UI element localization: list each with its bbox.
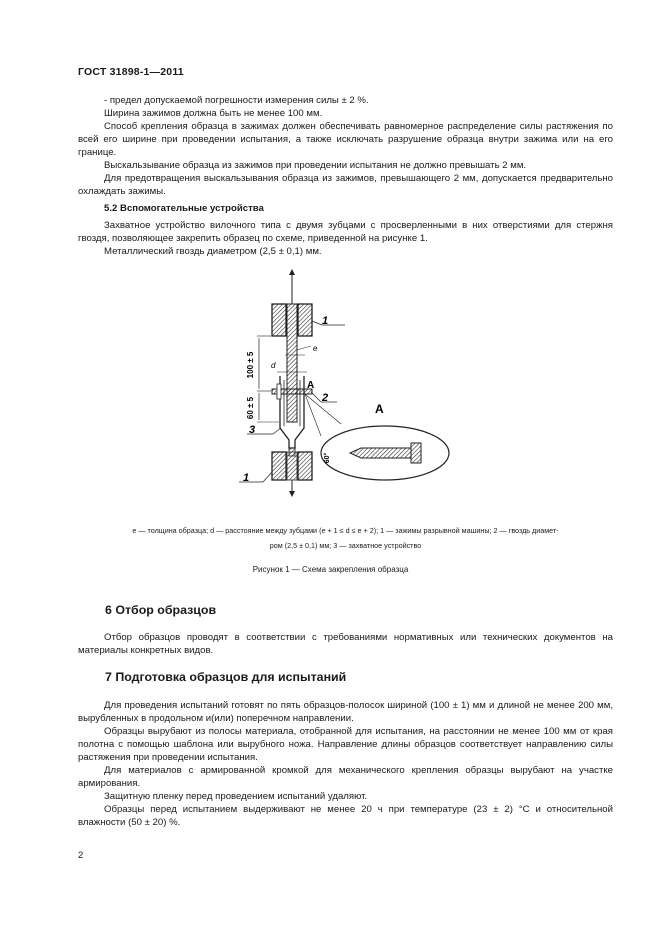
paragraph: Выскальзывание образца из зажимов при проведении испытания не должно превышать 2 мм. [104, 160, 527, 171]
subsection-number: 5.2 [104, 203, 118, 214]
section-7-heading: 7 Подготовка образцов для испытаний [105, 670, 347, 684]
paragraph: Способ крепления образца в зажимах должен обеспечивать равномерное распределение силы растяжения по всей его ширине при проведении испытания, а также исключать разрушение образца внутри зажима или на его границе. [78, 121, 613, 158]
figure-legend-line: ром (2,5 ± 0,1) мм; 3 — захватное устройство [269, 541, 422, 550]
page-number: 2 [78, 850, 84, 861]
section-5-text [78, 94, 613, 258]
paragraph: Образцы вырубают из полосы материала, отобранной для испытания, на расстоянии не менее 100 мм от края полотна с помощью шаблона или вырубного ножа. Направление длины образцов соответствует направлению силы растяжения при проведении испытания. [78, 726, 613, 763]
subsection-title: Вспомогательные устройства [120, 203, 264, 214]
paragraph: Металлический гвоздь диаметром (2,5 ± 0,1) мм. [104, 246, 322, 257]
subsection-heading [78, 202, 613, 215]
clamp-bottom-right [298, 452, 312, 480]
figure-legend [78, 523, 613, 553]
callout-1-top: 1 [322, 315, 329, 327]
clamp-top-right [298, 304, 312, 336]
figure-clamping-scheme [225, 268, 465, 498]
callout-3: 3 [249, 424, 256, 436]
paragraph: Отбор образцов проводят в соответствии с требованиями нормативных или технических документов на материалы конкретных видов. [78, 632, 613, 656]
section-7-text [78, 699, 613, 829]
dimension-label-100: 100 ± 5 [246, 351, 255, 379]
paragraph: Для проведения испытаний готовят по пять образцов-полосок шириной (100 ± 1) мм и длиной не менее 200 мм, вырубленных в продольном и(или) поперечном направлении. [78, 700, 613, 724]
paragraph: Для материалов с армированной кромкой для механического крепления образцы вырубают на участке армирования. [78, 765, 613, 789]
section-6-heading: 6 Отбор образцов [105, 603, 217, 617]
section-6-text [78, 631, 613, 657]
paragraph: Захватное устройство вилочного типа с двумя зубцами с просверленными в них отверстиями для стержня гвоздя, позволяющее закрепить образец по схеме, приведенной на рисунке 1. [78, 220, 613, 244]
clamp-top-left [272, 304, 286, 336]
document-header: ГОСТ 31898-1—2011 [78, 66, 184, 78]
figure-legend-line: e — толщина образца; d — расстояние между зубцами (e + 1 ≤ d ≤ e + 2); 1 — зажимы разрывной машины; 2 — гвоздь диамет- [132, 526, 559, 535]
detail-A-label: A [375, 402, 384, 416]
clamp-bottom-left [272, 452, 286, 480]
paragraph: Образцы перед испытанием выдерживают не менее 20 ч при температуре (23 ± 2) °C и относительной влажности (50 ± 20) %. [78, 804, 613, 828]
angle-label: 60° [324, 452, 331, 464]
dimension-label-60: 60 ± 5 [246, 396, 255, 420]
paragraph: Защитную пленку перед проведением испытаний удаляют. [104, 791, 368, 802]
paragraph: Для предотвращения выскальзывания образца из зажимов, превышающего 2 мм, допускается предварительно охлаждать зажимы. [78, 173, 613, 197]
detail-nail [350, 448, 411, 458]
specimen-strip [287, 304, 297, 422]
callout-1-bottom: 1 [243, 472, 250, 484]
label-e: e [313, 344, 318, 353]
label-d: d [271, 361, 276, 370]
detail-nail-head [411, 443, 421, 463]
callout-2: 2 [322, 392, 329, 404]
figure-caption: Рисунок 1 — Схема закрепления образца [252, 565, 409, 574]
paragraph: Ширина зажимов должна быть не менее 100 мм. [104, 108, 323, 119]
paragraph: - предел допускаемой погрешности измерения силы ± 2 %. [104, 95, 369, 106]
label-A: A [307, 380, 315, 391]
